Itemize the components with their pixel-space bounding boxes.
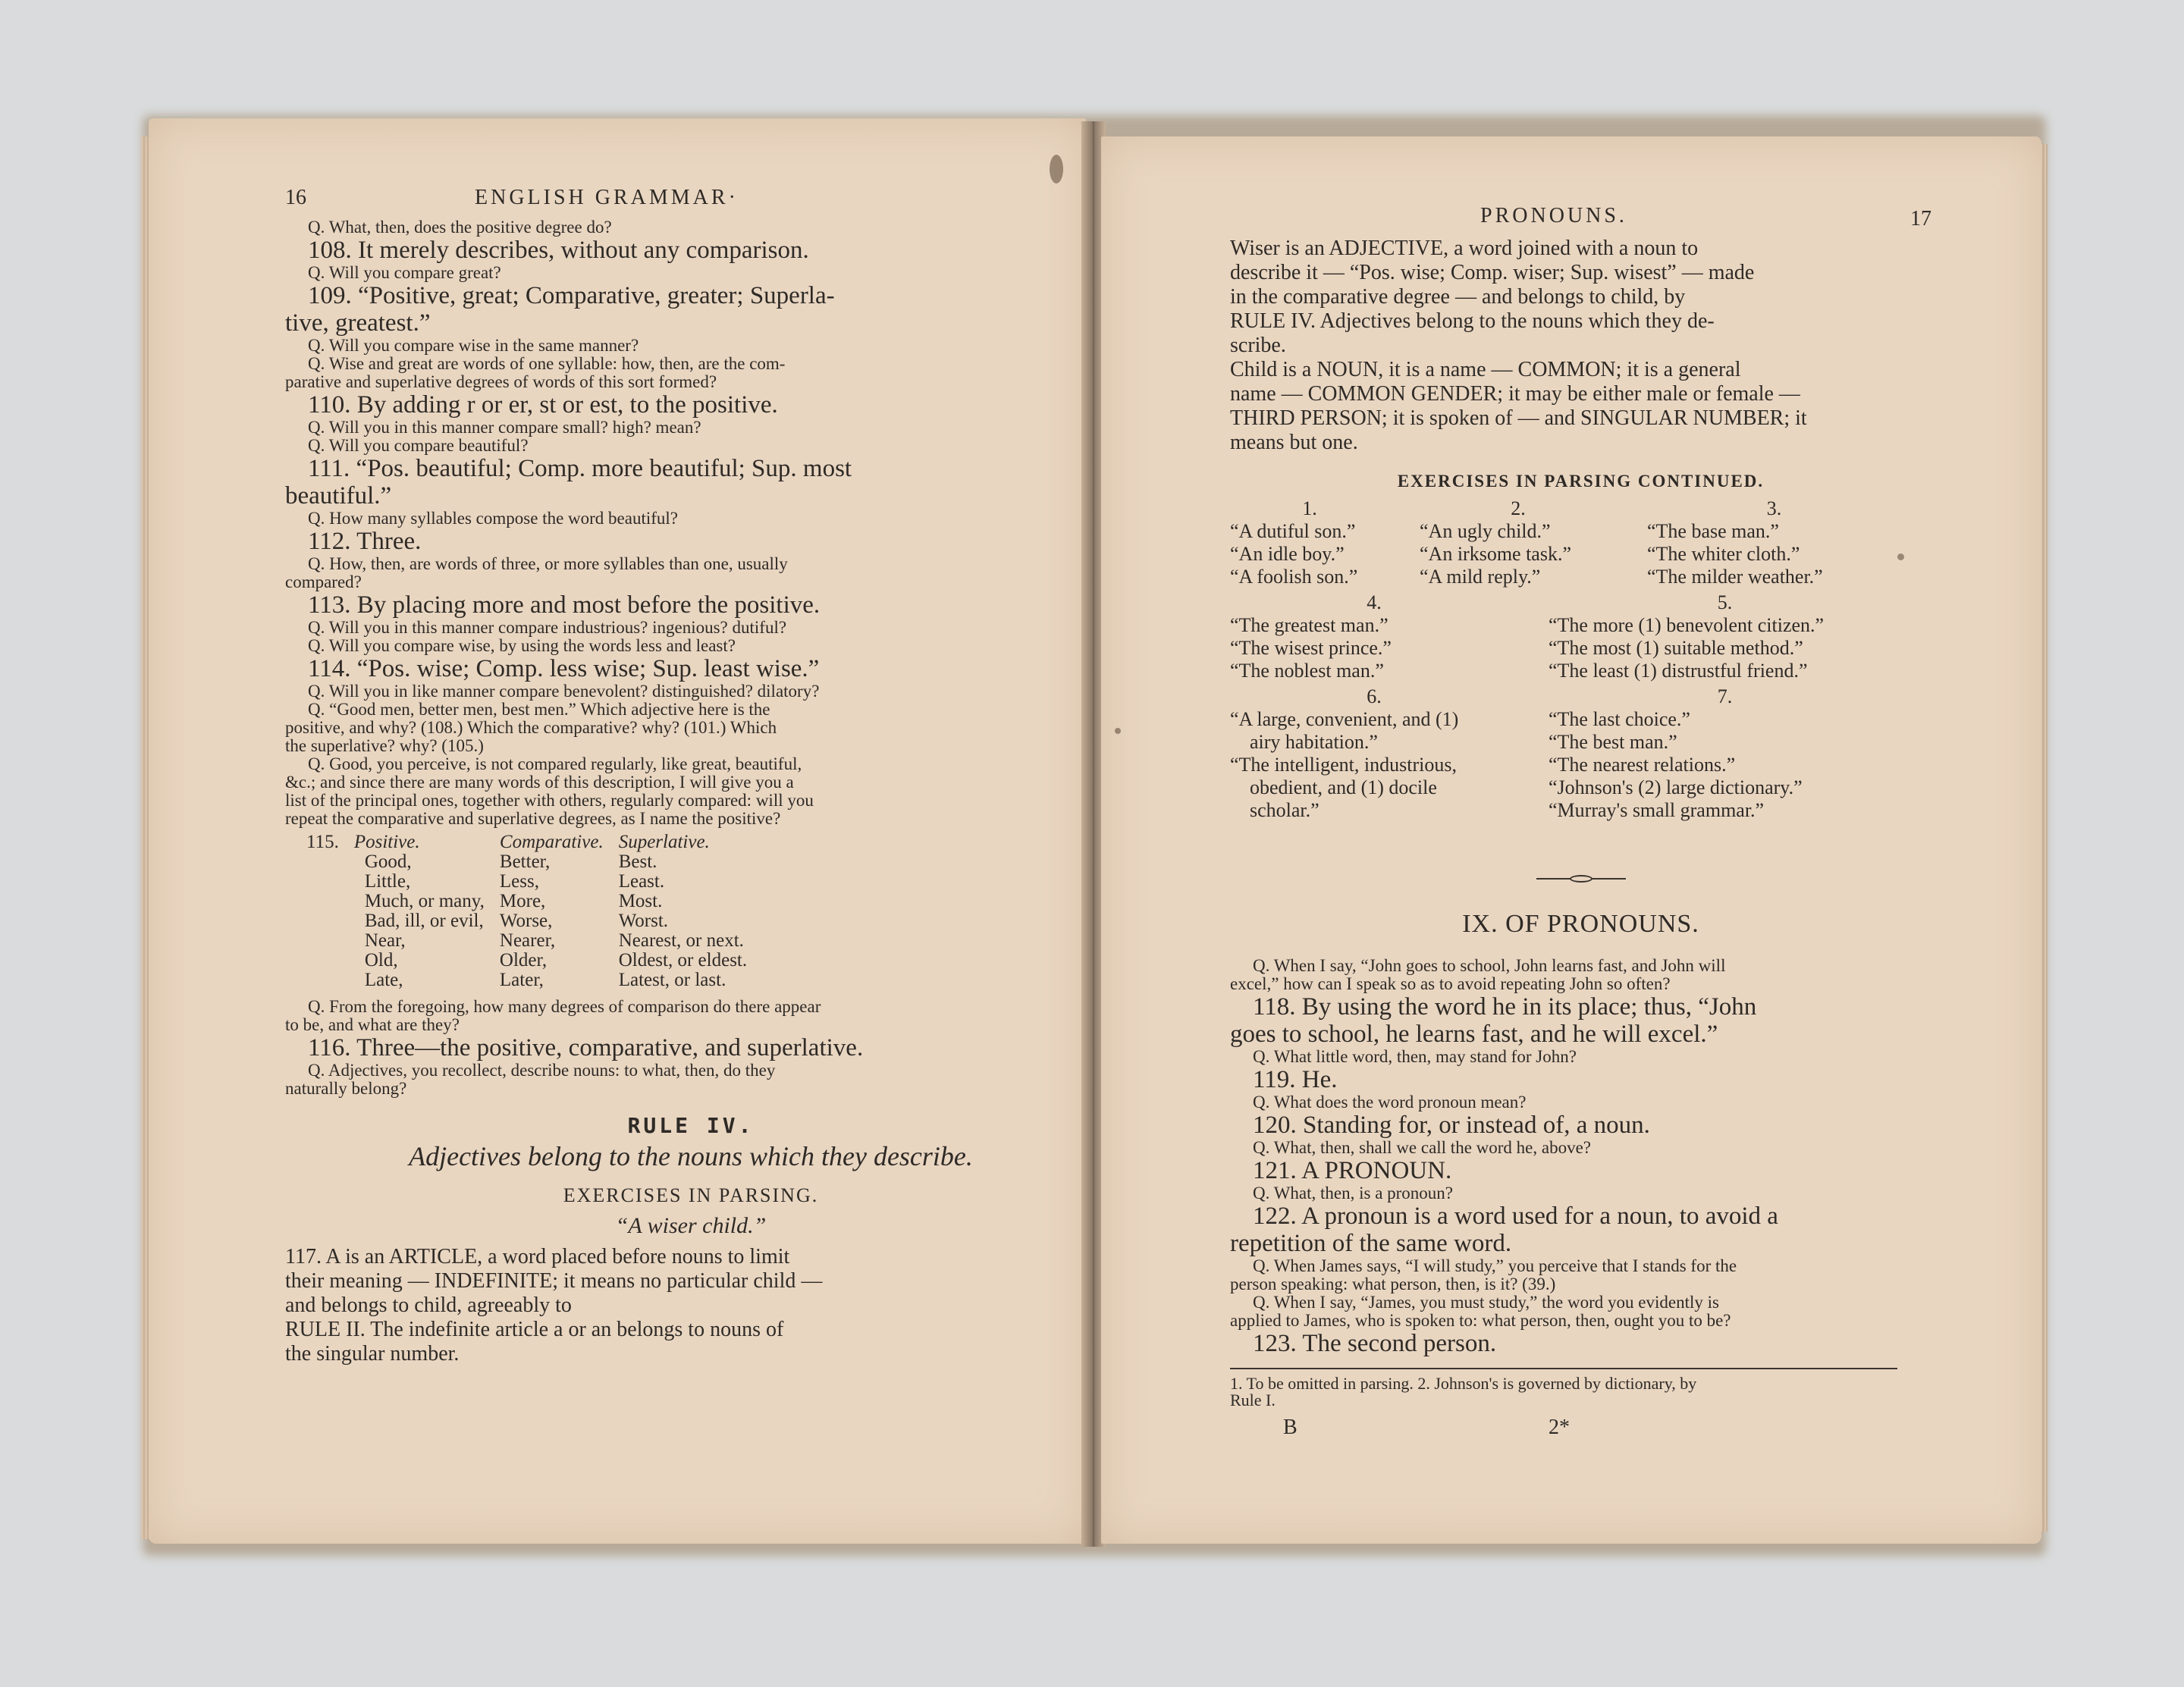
question-line: Q. Will you compare beautiful? xyxy=(308,436,529,455)
exercise-number: 4. xyxy=(1367,591,1382,613)
answer-line: 110. By adding r or er, st or est, to the positive. xyxy=(308,391,778,419)
exercise-phrase: “The best man.” xyxy=(1549,731,1677,753)
exercise-column xyxy=(1230,685,1549,822)
exercise-phrase: obedient, and (1) docile xyxy=(1250,776,1437,798)
text-line: in the comparative degree — and belongs to child, by xyxy=(1230,285,1686,309)
text-line: name — COMMON GENDER; it may be either male or female — xyxy=(1230,382,1800,406)
indent-cell xyxy=(306,852,354,872)
right-lines xyxy=(1230,237,1931,455)
exercise-group-2 xyxy=(1230,591,1931,682)
degrees-cell: Oldest, or eldest. xyxy=(618,950,748,970)
degrees-row xyxy=(306,911,762,931)
text-line: and belongs to child, agreeably to xyxy=(285,1293,572,1317)
exercise-phrase: “The base man.” xyxy=(1647,520,1779,542)
answer-line: 112. Three. xyxy=(308,528,422,555)
indent-cell xyxy=(306,911,354,931)
degrees-cell: More, xyxy=(499,891,546,911)
question-line: Q. What, then, shall we call the word he, above? xyxy=(1253,1138,1592,1157)
question-line: excel,” how can I speak so as to avoid repeating John so often? xyxy=(1230,974,1671,993)
exercise-phrase: “The nearest relations.” xyxy=(1549,754,1736,776)
exercise-phrase: “Murray's small grammar.” xyxy=(1549,799,1765,821)
degrees-cell: Late, xyxy=(364,970,403,990)
question-line: Q. Good, you perceive, is not compared regularly, like great, beautiful, xyxy=(308,754,802,773)
answer-line: repetition of the same word. xyxy=(1230,1230,1512,1257)
text-line: RULE IV. Adjectives belong to the nouns which they de- xyxy=(1230,309,1715,333)
question-line: parative and superlative degrees of words of this sort formed? xyxy=(285,372,717,391)
text-line: 117. A is an ARTICLE, a word placed before nouns to limit xyxy=(285,1245,790,1268)
exercise-number: 2. xyxy=(1511,497,1526,519)
question-line: to be, and what are they? xyxy=(285,1015,460,1034)
question-line: the superlative? why? (105.) xyxy=(285,736,484,755)
exercise-phrase: airy habitation.” xyxy=(1250,731,1378,753)
degrees-row xyxy=(306,951,762,970)
degrees-cell: Later, xyxy=(499,970,544,990)
exercise-column xyxy=(1549,685,1931,822)
question-line: Q. Will you compare wise in the same manner? xyxy=(308,336,639,355)
example-phrase: “A wiser child.” xyxy=(615,1213,767,1238)
question-line: Q. When I say, “James, you must study,” the word you evidently is xyxy=(1253,1293,1719,1312)
running-title: ENGLISH GRAMMAR· xyxy=(475,186,739,209)
indent-cell xyxy=(306,970,354,990)
exercise-phrase: “A dutiful son.” xyxy=(1230,520,1356,542)
footnote-rule xyxy=(1230,1368,1897,1369)
right-running-head xyxy=(1230,205,1931,237)
text-line: scribe. xyxy=(1230,334,1286,357)
rule-text: Adjectives belong to the nouns which they describe. xyxy=(409,1141,973,1171)
right-page-content xyxy=(1230,205,1931,1447)
exercise-phrase: “The whiter cloth.” xyxy=(1647,543,1800,565)
answer-line: 108. It merely describes, without any comparison. xyxy=(308,237,809,264)
answer-line: 114. “Pos. wise; Comp. less wise; Sup. least wise.” xyxy=(308,655,820,682)
degrees-cell: Near, xyxy=(364,930,406,951)
text-line: means but one. xyxy=(1230,431,1358,454)
degrees-cell: Much, or many, xyxy=(364,891,485,911)
signature-marks xyxy=(1230,1416,1931,1447)
exercise-phrase: “The more (1) benevolent citizen.” xyxy=(1549,614,1825,636)
left-page-content xyxy=(285,187,1086,1366)
exercise-phrase: “The last choice.” xyxy=(1549,708,1690,730)
indent-cell xyxy=(306,872,354,892)
degrees-cell: Bad, ill, or evil, xyxy=(364,911,484,931)
text-line: describe it — “Pos. wise; Comp. wiser; Sup. wisest” — made xyxy=(1230,261,1755,284)
degrees-cell: Least. xyxy=(618,871,665,892)
question-line: Q. Wise and great are words of one syllable: how, then, are the com- xyxy=(308,354,786,373)
degrees-cell: Worst. xyxy=(618,911,669,931)
answer-line: 120. Standing for, or instead of, a noun. xyxy=(1253,1112,1650,1139)
degrees-cell: Best. xyxy=(618,851,657,872)
question-line: repeat the comparative and superlative degrees, as I name the positive? xyxy=(285,809,781,828)
stain-mark xyxy=(1897,553,1904,560)
question-line: &c.; and since there are many words of this description, I will give you a xyxy=(285,773,794,792)
exercise-number: 3. xyxy=(1766,497,1782,519)
ornament-diamond xyxy=(1570,875,1592,883)
footnote-line-1: 1. To be omitted in parsing. 2. Johnson's is governed by dictionary, by xyxy=(1230,1374,1697,1393)
question-line: person speaking: what person, then, is it? (39.) xyxy=(1230,1275,1556,1293)
degrees-header-row xyxy=(306,833,762,852)
question-line: Q. Will you compare great? xyxy=(308,263,501,282)
question-line: Q. Will you in this manner compare small? high? mean? xyxy=(308,418,701,437)
degrees-table-body xyxy=(306,833,762,990)
question-line: Q. Will you in like manner compare benevolent? distinguished? dilatory? xyxy=(308,682,820,701)
exercise-column xyxy=(1549,591,1931,682)
exercise-phrase: “The milder weather.” xyxy=(1647,566,1823,588)
degrees-of-comparison-table xyxy=(306,833,762,990)
exercise-column xyxy=(1230,591,1549,682)
exercise-group-3 xyxy=(1230,685,1931,822)
stain-mark xyxy=(1115,728,1121,734)
answer-line: goes to school, he learns fast, and he will excel.” xyxy=(1230,1021,1718,1048)
exercise-phrase: “An idle boy.” xyxy=(1230,543,1345,565)
exercise-number: 5. xyxy=(1717,591,1733,613)
question-line: Q. When James says, “I will study,” you perceive that I stands for the xyxy=(1253,1256,1737,1275)
column-header: Positive. xyxy=(353,832,420,852)
degrees-row xyxy=(306,892,762,911)
degrees-cell: Most. xyxy=(618,891,663,911)
degrees-cell: Less, xyxy=(499,871,539,892)
page-number: 17 xyxy=(1910,207,1931,230)
indent-cell xyxy=(306,892,354,911)
exercise-number: 6. xyxy=(1367,685,1382,707)
stain-mark xyxy=(1050,155,1063,183)
rule-heading: RULE IV. xyxy=(627,1113,755,1138)
exercise-group-1 xyxy=(1230,497,1931,588)
column-header: Comparative. xyxy=(499,832,604,852)
answer-line: 118. By using the word he in its place; thus, “John xyxy=(1253,993,1757,1021)
question-line: Q. “Good men, better men, best men.” Which adjective here is the xyxy=(308,700,770,719)
exercise-column xyxy=(1647,497,1931,588)
text-line: Child is a NOUN, it is a name — COMMON; it is a general xyxy=(1230,358,1741,381)
indent-cell xyxy=(306,951,354,970)
question-line: list of the principal ones, together with others, regularly compared: will you xyxy=(285,791,814,810)
answer-line: 109. “Positive, great; Comparative, greater; Superla- xyxy=(308,282,835,309)
answer-line: 116. Three—the positive, comparative, and superlative. xyxy=(308,1034,864,1061)
answer-line: 111. “Pos. beautiful; Comp. more beautiful; Sup. most xyxy=(308,455,852,482)
right-lines-after xyxy=(1230,957,1931,1357)
question-line: Q. From the foregoing, how many degrees of comparison do there appear xyxy=(308,997,821,1016)
page-number: 16 xyxy=(285,186,306,209)
question-line: Q. Will you compare wise, by using the words less and least? xyxy=(308,636,736,655)
exercise-phrase: “A large, convenient, and (1) xyxy=(1230,708,1459,730)
section-number: 115. xyxy=(306,832,339,852)
text-line: Wiser is an ADJECTIVE, a word joined with a noun to xyxy=(1230,237,1699,260)
exercise-phrase: “The intelligent, industrious, xyxy=(1230,754,1457,776)
exercise-phrase: scholar.” xyxy=(1250,799,1320,821)
answer-line: 123. The second person. xyxy=(1253,1330,1497,1357)
question-line: Q. What does the word pronoun mean? xyxy=(1253,1093,1527,1112)
question-line: Q. How many syllables compose the word beautiful? xyxy=(308,509,678,528)
right-page xyxy=(1101,136,2041,1544)
exercises-continued-heading: EXERCISES IN PARSING CONTINUED. xyxy=(1397,472,1765,491)
exercise-phrase: “The greatest man.” xyxy=(1230,614,1389,636)
text-line: THIRD PERSON; it is spoken of — and SINGULAR NUMBER; it xyxy=(1230,406,1807,430)
degrees-cell: Better, xyxy=(499,851,551,872)
degrees-cell: Nearer, xyxy=(499,930,556,951)
ornament-divider xyxy=(1536,875,1626,883)
degrees-row xyxy=(306,872,762,892)
degrees-cell: Old, xyxy=(364,950,398,970)
question-line: Q. Adjectives, you recollect, describe nouns: to what, then, do they xyxy=(308,1061,776,1080)
signature-b: B xyxy=(1283,1416,1298,1439)
degrees-cell: Nearest, or next. xyxy=(618,930,744,951)
indent-cell xyxy=(306,931,354,951)
exercise-phrase: “The wisest prince.” xyxy=(1230,637,1392,659)
question-line: applied to James, who is spoken to: what person, then, ought you to be? xyxy=(1230,1311,1731,1330)
answer-line: beautiful.” xyxy=(285,482,392,510)
degrees-row xyxy=(306,970,762,990)
left-page xyxy=(149,118,1086,1544)
degrees-cell: Older, xyxy=(499,950,548,970)
degrees-cell: Latest, or last. xyxy=(618,970,726,990)
answer-line: 119. He. xyxy=(1253,1066,1338,1093)
text-line: RULE II. The indefinite article a or an belongs to nouns of xyxy=(285,1318,784,1341)
exercise-phrase: “A foolish son.” xyxy=(1230,566,1358,588)
answer-line: tive, greatest.” xyxy=(285,309,431,337)
exercise-phrase: “An ugly child.” xyxy=(1420,520,1551,542)
exercise-phrase: “The most (1) suitable method.” xyxy=(1549,637,1803,659)
question-line: compared? xyxy=(285,572,362,591)
question-line: Q. When I say, “John goes to school, John learns fast, and John will xyxy=(1253,956,1726,975)
question-line: positive, and why? (108.) Which the comparative? why? (101.) Which xyxy=(285,718,777,737)
text-line: their meaning — INDEFINITE; it means no particular child — xyxy=(285,1269,823,1293)
text-line: the singular number. xyxy=(285,1342,460,1366)
answer-line: 113. By placing more and most before the positive. xyxy=(308,591,821,619)
left-lines-after xyxy=(285,998,1086,1098)
exercise-column xyxy=(1230,497,1420,588)
degrees-row xyxy=(306,931,762,951)
degrees-cell: Little, xyxy=(364,871,411,892)
footnote-line-2: Rule I. xyxy=(1230,1391,1276,1409)
exercise-column xyxy=(1420,497,1647,588)
question-line: naturally belong? xyxy=(285,1079,407,1098)
exercise-number: 1. xyxy=(1302,497,1317,519)
running-title: PRONOUNS. xyxy=(1480,204,1627,227)
exercise-phrase: “Johnson's (2) large dictionary.” xyxy=(1549,776,1803,798)
exercise-phrase: “A mild reply.” xyxy=(1420,566,1541,588)
question-line: Q. What little word, then, may stand for John? xyxy=(1253,1047,1577,1066)
answer-line: 122. A pronoun is a word used for a noun, to avoid a xyxy=(1253,1203,1778,1230)
degrees-cell: Good, xyxy=(364,851,412,872)
degrees-cell: Worse, xyxy=(499,911,553,931)
question-line: Q. How, then, are words of three, or more syllables than one, usually xyxy=(308,554,788,573)
signature-2: 2* xyxy=(1549,1416,1570,1439)
exercises-heading: EXERCISES IN PARSING. xyxy=(563,1184,819,1206)
left-running-head xyxy=(285,187,1086,218)
question-line: Q. What, then, does the positive degree do? xyxy=(308,218,612,237)
exercise-phrase: “The least (1) distrustful friend.” xyxy=(1549,660,1808,682)
question-line: Q. Will you in this manner compare industrious? ingenious? dutiful? xyxy=(308,618,787,637)
column-header: Superlative. xyxy=(618,832,710,852)
degrees-row xyxy=(306,852,762,872)
left-lines xyxy=(285,218,1086,828)
exercise-phrase: “The noblest man.” xyxy=(1230,660,1384,682)
chapter-heading: IX. OF PRONOUNS. xyxy=(1462,910,1699,938)
exercise-number: 7. xyxy=(1717,685,1733,707)
left-lines-end xyxy=(285,1245,1086,1366)
answer-line: 121. A PRONOUN. xyxy=(1253,1157,1452,1184)
question-line: Q. What, then, is a pronoun? xyxy=(1253,1184,1454,1203)
exercise-phrase: “An irksome task.” xyxy=(1420,543,1572,565)
